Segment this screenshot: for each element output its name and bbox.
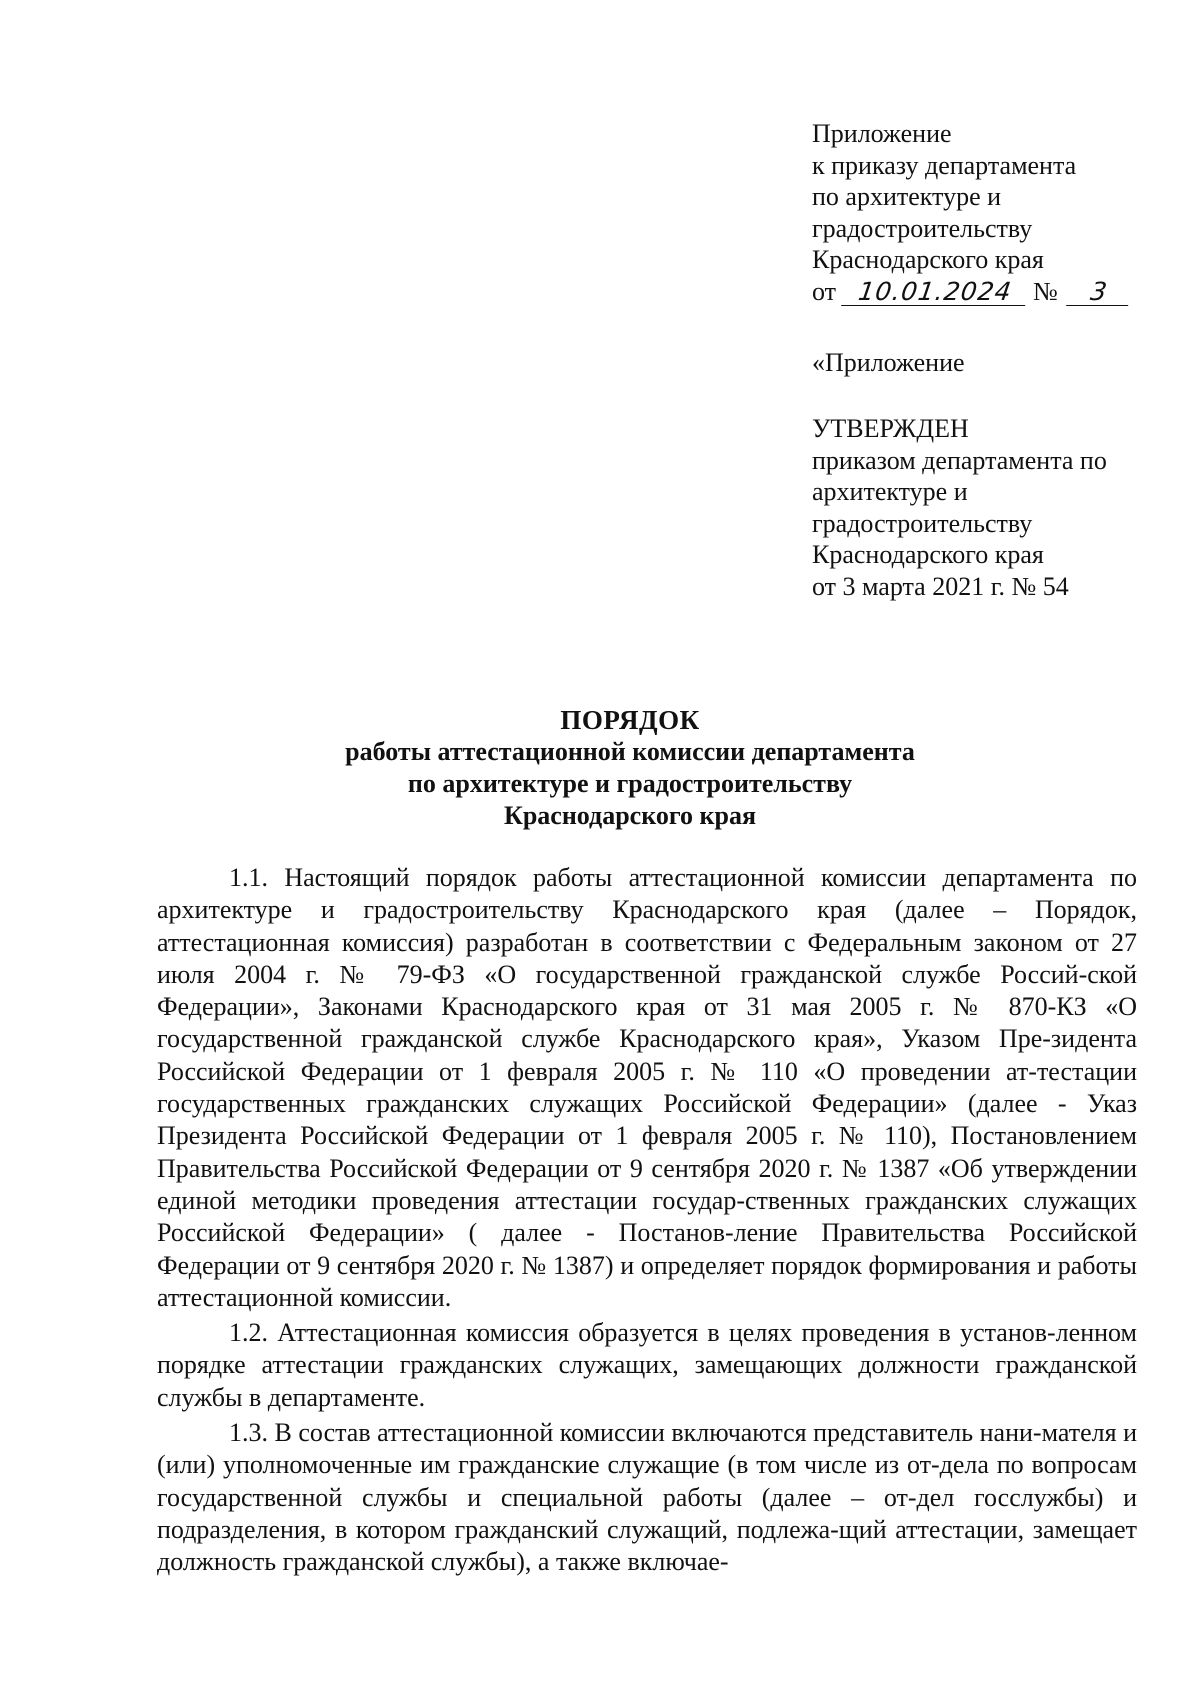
title-sub-line: работы аттестационной комиссии департамента xyxy=(345,737,915,766)
approved-line: архитектуре и xyxy=(812,477,968,506)
paragraph-1-1: 1.1. Настоящий порядок работы аттестационной комиссии департамента по архитектуре и градостроительству Краснодарского края (далее – Порядок, аттестационная комиссия) разработан в соответствии с Федеральным законом от 27 июля 2004 г. № 79-ФЗ «О государственной гражданской службе Россий-ской Федерации», Законами Краснодарского края от 31 мая 2005 г. № 870-КЗ «О государственной гражданской службе Краснодарского края», Указом Пре-зидента Российской Федерации от 1 февраля 2005 г. № 110 «О проведении ат-тестации государственных гражданских служащих Российской Федерации» (далее - Указ Президента Российской Федерации от 1 февраля 2005 г. № 110), Постановлением Правительства Российской Федерации от 9 сентября 2020 г. № 1387 «Об утверждении единой методики проведения аттестации государ-ственных гражданских служащих Российской Федерации» ( далее - Постанов-ление Правительства Российской Федерации от 9 сентября 2020 г. № 1387) и определяет порядок формирования и работы аттестационной комиссии. xyxy=(157,863,1137,1312)
appendix-line: Краснодарского края xyxy=(812,245,1044,274)
approved-line: УТВЕРЖДЕН xyxy=(812,414,969,443)
appendix-line: к приказу департамента xyxy=(812,150,1077,180)
paragraph-1-3: 1.3. В состав аттестационной комиссии включаются представитель нани-мателя и (или) уполномоченные им гражданские служащие (в том числе из от-дела по вопросам государственной службы и специальной работы (далее – от-дел госслужбы) и подразделения, в котором гражданский служащий, подлежа-щий аттестации, замещает должность гражданской службы), а также включае- xyxy=(157,1418,1137,1577)
date-prefix: от xyxy=(812,276,837,306)
document-body xyxy=(157,862,1137,1582)
appendix-line: градостроительству xyxy=(812,213,1033,243)
approved-stamp-block xyxy=(812,413,1182,602)
appendix-line: по архитектуре и xyxy=(812,182,1002,211)
appendix-header xyxy=(812,118,1172,307)
paragraph-1-2: 1.2. Аттестационная комиссия образуется в целях проведения в установ-ленном порядке аттестации гражданских служащих, замещающих должности гражданской службы в департаменте. xyxy=(157,1318,1137,1412)
title-sub-line: по архитектуре и градостроительству xyxy=(407,769,853,798)
appendix-line: Приложение xyxy=(812,119,952,148)
title-sub-line: Краснодарского края xyxy=(503,801,757,830)
handwritten-number: 3 xyxy=(1066,279,1132,306)
quoted-appendix-label: «Приложение xyxy=(812,348,965,377)
number-sign: № xyxy=(1033,276,1058,306)
handwritten-date: 10.01.2024 xyxy=(841,279,1029,306)
document-title xyxy=(150,704,1110,832)
approved-line: от 3 марта 2021 г. № 54 xyxy=(812,571,1069,601)
appendix-date-line xyxy=(812,276,1172,308)
title-main: ПОРЯДОК xyxy=(560,705,700,735)
approved-line: приказом департамента по xyxy=(812,445,1107,475)
approved-line: Краснодарского края xyxy=(812,540,1044,569)
approved-line: градостроительству xyxy=(812,508,1033,538)
